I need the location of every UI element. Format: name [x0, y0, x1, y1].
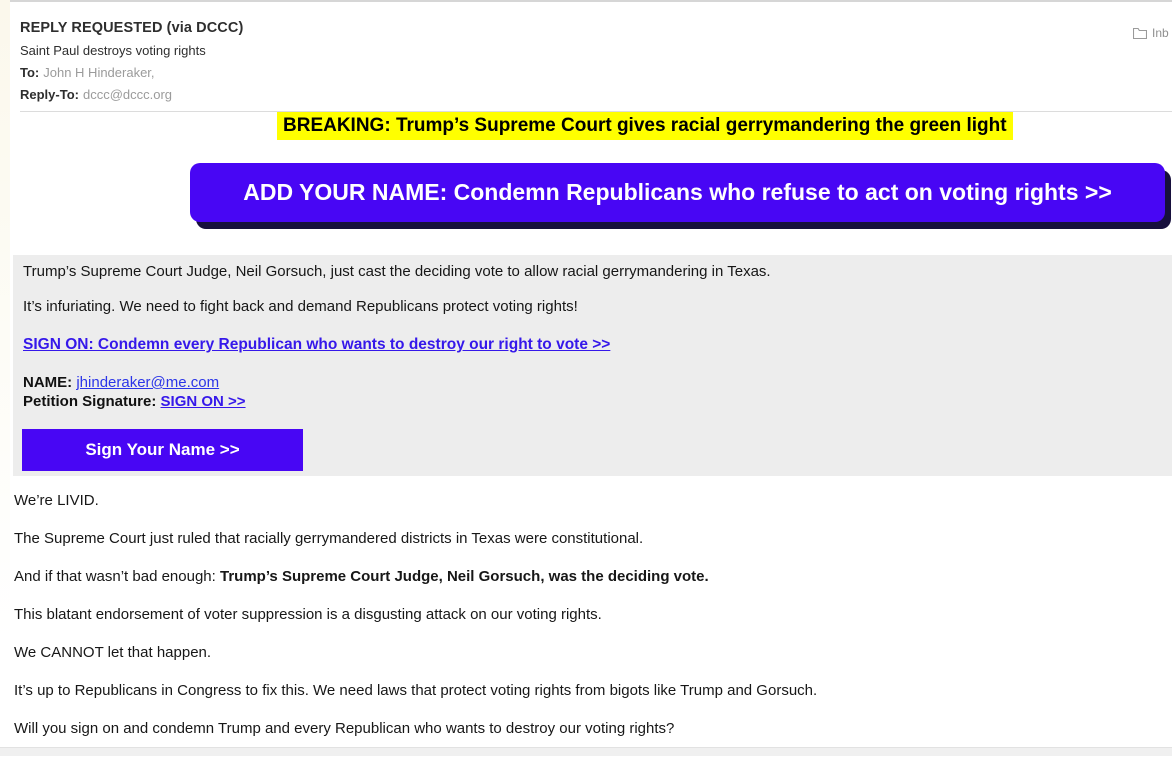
window-top-border	[0, 0, 1172, 2]
petition-label: Petition Signature:	[23, 393, 157, 410]
body-paragraph: This blatant endorsement of voter suppression is a disgusting attack on our voting rights.	[14, 606, 602, 623]
add-your-name-button[interactable]: ADD YOUR NAME: Condemn Republicans who refuse to act on voting rights >>	[190, 163, 1165, 222]
email-subject: Saint Paul destroys voting rights	[20, 43, 206, 58]
email-header	[20, 20, 243, 102]
body-paragraph	[14, 569, 817, 585]
petition-line	[23, 393, 246, 410]
email-body	[14, 493, 817, 759]
sign-your-name-button[interactable]: Sign Your Name >>	[22, 429, 303, 471]
body-paragraph: We’re LIVID.	[14, 492, 99, 509]
email-address-link[interactable]: jhinderaker@me.com	[76, 374, 220, 391]
email-title: REPLY REQUESTED (via DCCC)	[20, 20, 244, 36]
box-paragraph: It’s infuriating. We need to fight back and demand Republicans protect voting rights!	[23, 298, 578, 315]
sign-on-link[interactable]: SIGN ON: Condemn every Republican who wants to destroy our right to vote >>	[23, 336, 611, 353]
body-text-bold: Trump’s Supreme Court Judge, Neil Gorsuch, was the deciding vote.	[219, 568, 709, 585]
replyto-value: dccc@dccc.org	[82, 87, 173, 102]
replyto-label: Reply-To:	[20, 87, 79, 102]
folder-label: Inb	[1152, 26, 1169, 40]
folder-icon	[1133, 27, 1147, 39]
left-pane-edge	[0, 0, 10, 755]
to-line	[20, 65, 243, 80]
petition-sign-on-link[interactable]: SIGN ON >>	[160, 393, 246, 410]
name-line	[23, 374, 219, 391]
to-label: To:	[20, 65, 40, 80]
body-text: And if that wasn’t bad enough:	[14, 568, 220, 585]
breaking-headline: BREAKING: Trump’s Supreme Court gives racial gerrymandering the green light	[277, 112, 1013, 140]
petition-box	[13, 255, 1172, 476]
to-value: John H Hinderaker,	[43, 65, 155, 80]
mailbox-folder-chip[interactable]	[1133, 26, 1169, 40]
body-paragraph: It’s up to Republicans in Congress to fix this. We need laws that protect voting rights from bigots like Trump and Gorsuch.	[14, 682, 818, 699]
body-paragraph: We CANNOT let that happen.	[14, 644, 212, 661]
box-paragraph: Trump’s Supreme Court Judge, Neil Gorsuch, just cast the deciding vote to allow racial gerrymandering in Texas.	[23, 263, 771, 280]
body-paragraph: The Supreme Court just ruled that racially gerrymandered districts in Texas were constitutional.	[14, 530, 644, 547]
body-paragraph: Will you sign on and condemn Trump and every Republican who wants to destroy our voting rights?	[14, 720, 675, 737]
name-label: NAME:	[23, 374, 73, 391]
replyto-line	[20, 87, 243, 102]
